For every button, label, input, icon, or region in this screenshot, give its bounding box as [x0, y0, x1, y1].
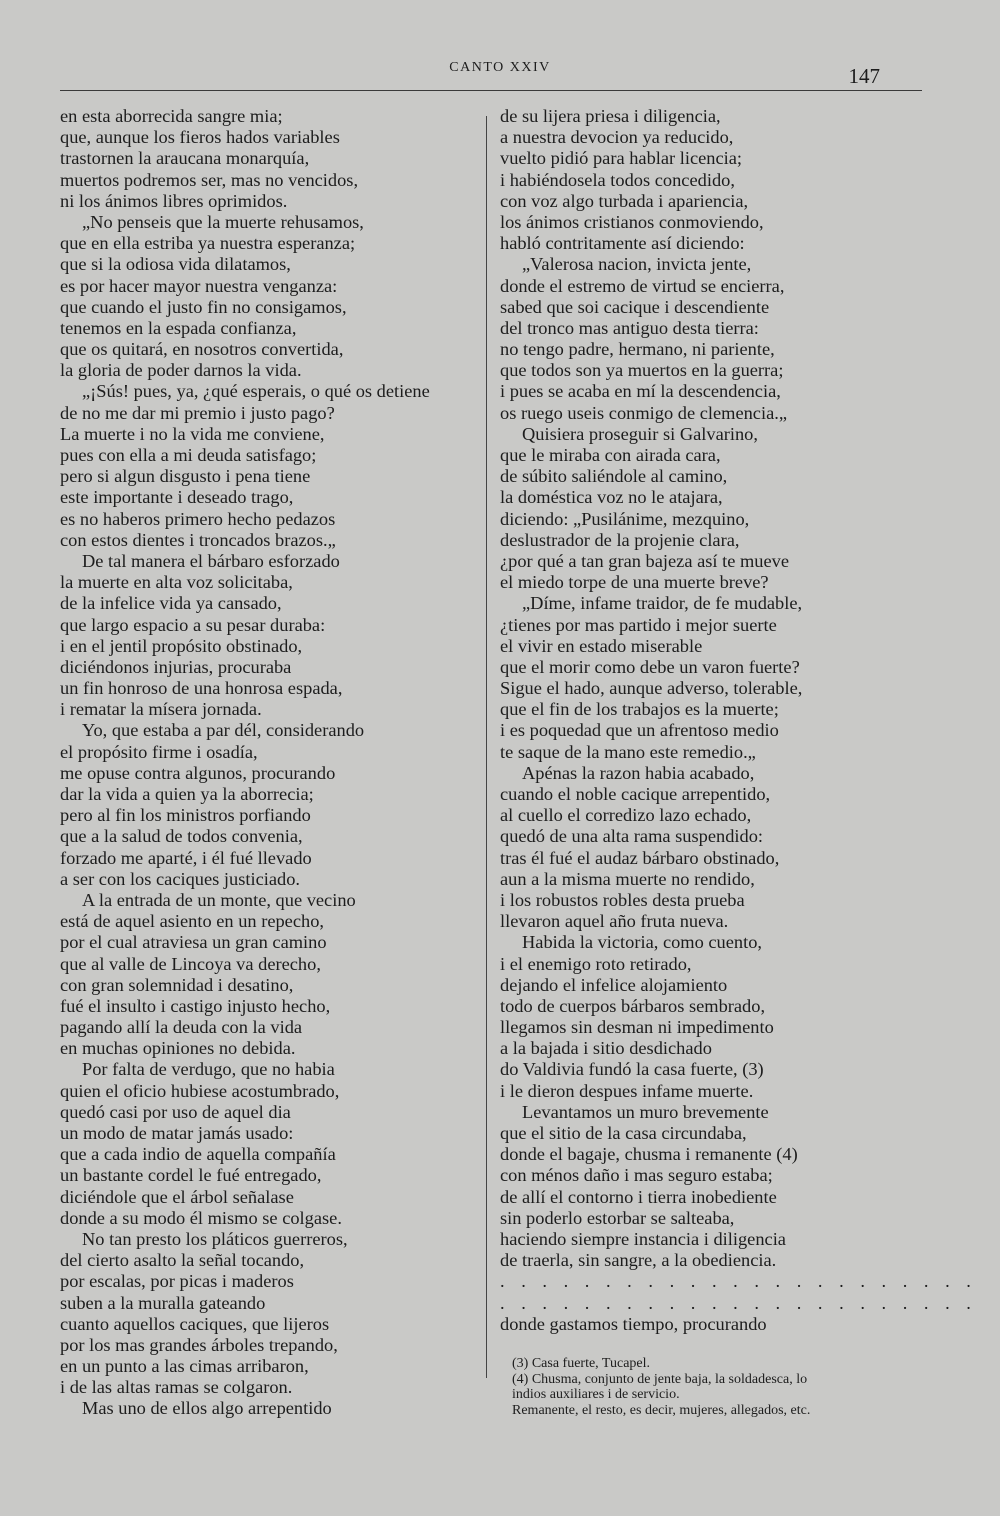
verse-line: que le miraba con airada cara,	[500, 445, 721, 465]
verse-line: muertos podremos ser, mas no vencidos,	[60, 169, 359, 190]
verse-line: de no me dar mi premio i justo pago?	[60, 402, 335, 423]
verse-line: pero si algun disgusto i pena tiene	[60, 466, 311, 487]
verse-line: llevaron aquel año fruta nueva.	[500, 911, 729, 932]
verse-line: que el fin de los trabajos es la muerte;	[500, 699, 779, 720]
verse-line: De tal manera el bárbaro esforzado	[82, 550, 340, 571]
verse-line: donde gastamos tiempo, procurando	[500, 1313, 767, 1334]
verse-line: al cuello el corredizo lazo echado,	[500, 805, 752, 826]
verse-line: Quisiera proseguir si Galvarino,	[522, 423, 758, 444]
verse-line: en un punto a las cimas arribaron,	[60, 1356, 309, 1377]
verse-line: me opuse contra algunos, procurando	[60, 762, 336, 783]
verse-line: trastornen la araucana monarquía,	[60, 148, 310, 169]
verse-line: es por hacer mayor nuestra venganza:	[60, 275, 338, 296]
verse-line: „Valerosa nacion, invicta jente,	[522, 254, 752, 275]
verse-line: de la infelice vida ya cansado,	[60, 593, 282, 614]
verse-line: „¡Sús! pues, ya, ¿qué esperais, o qué os detiene	[82, 381, 430, 402]
verse-line: llegamos sin desman ni impedimento	[500, 1017, 774, 1038]
verse-line: ni los ánimos libres oprimidos.	[60, 190, 288, 211]
verse-line: donde a su modo él mismo se colgase.	[60, 1207, 342, 1228]
ellipsis-line: . . . . . . . . . . . . . . . . . . . . . . .	[500, 1271, 977, 1292]
verse-line: del cierto asalto la señal tocando,	[60, 1250, 305, 1271]
footnote-line: Remanente, el resto, es decir, mujeres, allegados, etc.	[512, 1402, 811, 1418]
verse-line: i habiéndosela todos concedido,	[500, 169, 735, 190]
verse-line: Por falta de verdugo, que no habia	[82, 1059, 335, 1080]
verse-line: La muerte i no la vida me conviene,	[60, 423, 325, 444]
verse-line: haciendo siempre instancia i diligencia	[500, 1228, 786, 1249]
verse-line: dar la vida a quien ya la aborrecia;	[60, 784, 314, 804]
verse-line: forzado me aparté, i él fué llevado	[60, 847, 312, 868]
verse-line: i es poquedad que un afrentoso medio	[500, 720, 779, 741]
column-divider	[486, 116, 487, 1378]
verse-line: que os quitará, en nosotros convertida,	[60, 339, 344, 360]
page-number: 147	[848, 64, 880, 88]
verse-line: de traerla, sin sangre, a la obediencia.	[500, 1250, 777, 1271]
verse-line: quedó de una alta rama suspendido:	[500, 826, 764, 847]
verse-line: i en el jentil propósito obstinado,	[60, 635, 303, 656]
verse-line: diciéndole que el árbol señalase	[60, 1186, 294, 1207]
ellipsis-line: . . . . . . . . . . . . . . . . . . . . . . .	[500, 1292, 977, 1313]
verse-line: i de las altas ramas se colgaron.	[60, 1377, 293, 1398]
verse-line: ¿por qué a tan gran bajeza así te mueve	[500, 550, 789, 571]
verse-line: con gran solemnidad i desatino,	[60, 974, 294, 995]
verse-line: que, aunque los fieros hados variables	[60, 127, 340, 148]
verse-line: un fin honroso de una honrosa espada,	[60, 678, 343, 699]
verse-line: deslustrador de la projenie clara,	[500, 529, 740, 550]
verse-line: Yo, que estaba a par dél, considerando	[82, 720, 365, 741]
verse-line: i pues se acaba en mí la descendencia,	[500, 381, 781, 402]
running-title: CANTO XXIV	[449, 60, 551, 75]
verse-line: vuelto pidió para hablar licencia;	[500, 148, 743, 169]
verse-line: os ruego useis conmigo de clemencia.„	[500, 402, 788, 423]
verse-line: la muerte en alta voz solicitaba,	[60, 572, 293, 593]
verse-line: Apénas la razon habia acabado,	[522, 762, 755, 783]
verse-line: los ánimos cristianos conmoviendo,	[500, 211, 764, 232]
verse-line: por el cual atraviesa un gran camino	[60, 932, 327, 953]
verse-line: sabed que soi cacique i descendiente	[500, 296, 770, 317]
verse-line: un bastante cordel le fué entregado,	[60, 1165, 322, 1186]
verse-line: donde el bagaje, chusma i remanente (4)	[500, 1144, 798, 1165]
verse-line: No tan presto los pláticos guerreros,	[82, 1228, 348, 1249]
verse-line: de su lijera priesa i diligencia,	[500, 106, 721, 126]
page-header	[0, 60, 1000, 88]
verse-line: Levantamos un muro brevemente	[522, 1101, 769, 1122]
verse-line: un modo de matar jamás usado:	[60, 1123, 294, 1143]
verse-line: pagando allí la deuda con la vida	[60, 1017, 303, 1038]
verse-line: fué el insulto i castigo injusto hecho,	[60, 995, 331, 1016]
verse-line: sin poderlo estorbar se salteaba,	[500, 1207, 735, 1228]
verse-line: la gloria de poder darnos la vida.	[60, 360, 302, 381]
verse-line: Mas uno de ellos algo arrepentido	[82, 1398, 332, 1419]
verse-line: en muchas opiniones no debida.	[60, 1038, 296, 1059]
verse-line: Sigue el hado, aunque adverso, tolerable,	[500, 678, 803, 699]
verse-line: pero al fin los ministros porfiando	[60, 805, 311, 826]
verse-line: a la bajada i sitio desdichado	[500, 1038, 712, 1059]
verse-line: tras él fué el audaz bárbaro obstinado,	[500, 847, 780, 868]
right-column	[500, 106, 977, 1335]
verse-line: diciéndonos injurias, procuraba	[60, 656, 292, 677]
verse-line: está de aquel asiento en un repecho,	[60, 911, 324, 932]
verse-line: diciendo: „Pusilánime, mezquino,	[500, 508, 750, 529]
verse-line: este importante i deseado trago,	[60, 487, 294, 508]
verse-line: el propósito firme i osadía,	[60, 741, 258, 762]
footnotes	[512, 1356, 932, 1418]
verse-line: que si la odiosa vida dilatamos,	[60, 254, 291, 275]
verse-line: suben a la muralla gateando	[60, 1292, 266, 1313]
verse-line: que en ella estriba ya nuestra esperanza;	[60, 233, 356, 254]
verse-line: te saque de la mano este remedio.„	[500, 741, 756, 762]
verse-line: i los robustos robles desta prueba	[500, 889, 745, 910]
verse-line: a ser con los caciques justiciado.	[60, 868, 301, 889]
verse-line: aun a la misma muerte no rendido,	[500, 868, 755, 889]
footnote-line: (3) Casa fuerte, Tucapel.	[512, 1356, 651, 1371]
verse-line: de allí el contorno i tierra inobediente	[500, 1186, 777, 1207]
verse-line: cuando el noble cacique arrepentido,	[500, 784, 771, 804]
verse-line: con ménos daño i mas seguro estaba;	[500, 1165, 773, 1186]
verse-line: i rematar la mísera jornada.	[60, 699, 262, 720]
verse-line: en esta aborrecida sangre mia;	[60, 106, 283, 126]
verse-line: i el enemigo roto retirado,	[500, 953, 692, 974]
verse-line: pues con ella a mi deuda satisfago;	[60, 445, 317, 465]
verse-line: donde el estremo de virtud se encierra,	[500, 275, 785, 296]
verse-line: „No penseis que la muerte rehusamos,	[82, 211, 364, 232]
verse-line: el vivir en estado miserable	[500, 635, 703, 656]
verse-line: con voz algo turbada i apariencia,	[500, 190, 749, 211]
verse-line: no tengo padre, hermano, ni pariente,	[500, 339, 775, 360]
verse-line: que todos son ya muertos en la guerra;	[500, 360, 784, 381]
verse-line: que al valle de Lincoya va derecho,	[60, 953, 321, 974]
verse-line: con estos dientes i troncados brazos.„	[60, 529, 336, 550]
verse-line: por los mas grandes árboles trepando,	[60, 1334, 338, 1355]
header-rule	[60, 90, 922, 91]
verse-line: la doméstica voz no le atajara,	[500, 487, 723, 508]
verse-line: tenemos en la espada confianza,	[60, 317, 297, 338]
verse-line: que a la salud de todos convenia,	[60, 826, 303, 847]
verse-line: a nuestra devocion ya reducido,	[500, 127, 734, 148]
verse-line: que el sitio de la casa circundaba,	[500, 1123, 747, 1143]
verse-line: que largo espacio a su pesar duraba:	[60, 614, 326, 635]
verse-line: cuanto aquellos caciques, que lijeros	[60, 1313, 330, 1334]
left-column	[60, 106, 470, 1420]
verse-line: que el morir como debe un varon fuerte?	[500, 656, 800, 677]
verse-line: habló contritamente así diciendo:	[500, 233, 745, 254]
verse-line: quien el oficio hubiese acostumbrado,	[60, 1080, 340, 1101]
verse-line: del tronco mas antiguo desta tierra:	[500, 317, 759, 338]
verse-line: que a cada indio de aquella compañía	[60, 1144, 336, 1165]
verse-line: ¿tienes por mas partido i mejor suerte	[500, 614, 777, 635]
verse-line: i le dieron despues infame muerte.	[500, 1080, 754, 1101]
verse-line: el miedo torpe de una muerte breve?	[500, 572, 769, 593]
verse-line: A la entrada de un monte, que vecino	[82, 889, 356, 910]
verse-line: „Díme, infame traidor, de fe mudable,	[522, 593, 803, 614]
verse-line: de súbito saliéndole al camino,	[500, 466, 728, 487]
verse-line: por escalas, por picas i maderos	[60, 1271, 294, 1292]
verse-line: todo de cuerpos bárbaros sembrado,	[500, 995, 766, 1016]
verse-line: que cuando el justo fin no consigamos,	[60, 296, 347, 317]
verse-line: do Valdivia fundó la casa fuerte, (3)	[500, 1059, 764, 1080]
verse-line: dejando el infelice alojamiento	[500, 974, 728, 995]
verse-line: Habida la victoria, como cuento,	[522, 932, 763, 953]
verse-line: quedó casi por uso de aquel dia	[60, 1101, 291, 1122]
footnote-line: indios auxiliares i de servicio.	[512, 1387, 680, 1402]
verse-line: es no haberos primero hecho pedazos	[60, 508, 336, 529]
footnote-line: (4) Chusma, conjunto de jente baja, la soldadesca, lo	[512, 1371, 808, 1387]
